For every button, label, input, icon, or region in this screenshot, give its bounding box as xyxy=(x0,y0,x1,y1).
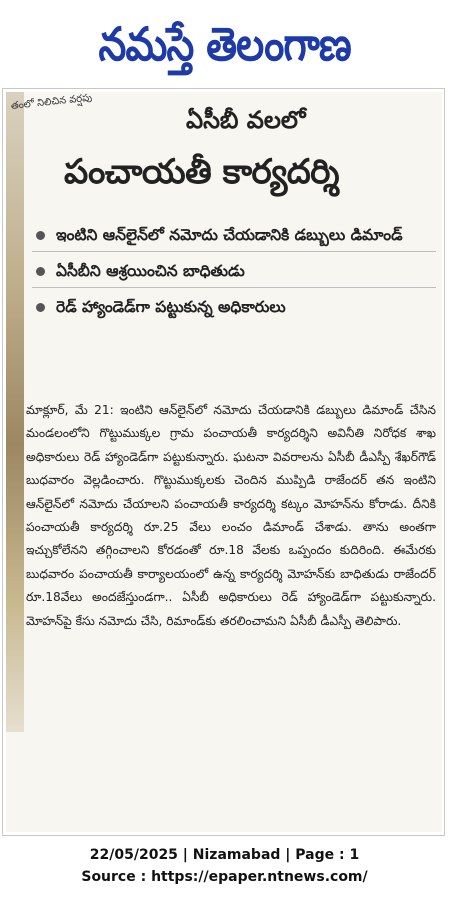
highlight-list xyxy=(32,224,436,331)
highlight-item xyxy=(32,224,436,252)
highlight-item xyxy=(32,296,436,323)
bullet-icon xyxy=(36,267,45,276)
news-clipping xyxy=(6,92,442,832)
highlight-text: ఇంటిని ఆన్‌లైన్‌లో నమోదు చేయడానికి డబ్బులు డిమాండ్ xyxy=(56,226,403,244)
article-kicker: ఏసీబీ వలలో xyxy=(186,106,306,134)
bullet-icon xyxy=(36,303,45,312)
photo-caption: తంలో నిలిచిన వర్షపు xyxy=(10,92,93,112)
masthead xyxy=(0,0,449,88)
footer xyxy=(0,844,449,888)
newspaper-title: నమస్తే తెలంగాణ xyxy=(98,17,351,71)
source-link[interactable]: Source : https://epaper.ntnews.com/ xyxy=(81,869,368,885)
article-body: మాక్లూర్, మే 21: ఇంటిని ఆన్‌లైన్‌లో నమోదు చేయడానికి డబ్బులు డిమాండ్ చేసిన మండలంలోని గొట్టుముక్కల గ్రామ పంచాయతీ కార్యదర్శిని అవినీతి నిరోధక శాఖ అధికారులు రెడ్ హ్యాండెడ్‌గా పట్టుకున్నారు. ఘటనా వివరాలను ఏసీబీ డీఎస్పీ శేఖర్‌గౌడ్ బుధవారం వెల్లడించారు. గొట్టుముక్కలకు చెందిన ముప్పిడి రాజేందర్ తన ఇంటిని ఆన్‌లైన్‌లో నమోదు చేయాలని పంచాయతీ కార్యదర్శి కట్కం మోహన్‌ను కోరాడు. దీనికి పంచాయతీ కార్యదర్శి రూ.25 వేలు లంచం డిమాండ్ చేశాడు. తాను అంతగా ఇచ్చుకోలేనని తగ్గించాలని కోరడంతో రూ.18 వేలకు ఒప్పందం కుదిరింది. ఈమేరకు బుధవారం పంచాయతీ కార్యాలయంలో ఉన్న కార్యదర్శి మోహన్‌కు బాధితుడు రాజేందర్ రూ.18వేలు అందజేస్తుండగా.. ఏసీబీ అధికారులు రెడ్ హ్యాండెడ్‌గా పట్టుకున్నారు. మోహన్‌పై కేసు నమోదు చేసి, రిమాండ్‌కు తరలించామని ఏసీబీ డీఎస్పీ తెలిపారు. xyxy=(26,403,436,628)
photo-edge xyxy=(6,92,24,732)
bullet-icon xyxy=(36,231,45,240)
highlight-text: రెడ్ హ్యాండెడ్‌గా పట్టుకున్న అధికారులు xyxy=(56,298,286,316)
article-headline: పంచాయతీ కార్యదర్శి xyxy=(64,152,340,192)
highlight-item xyxy=(32,260,436,288)
highlight-text: ఏసీబీని ఆశ్రయించిన బాధితుడు xyxy=(56,262,245,280)
edition-info: 22/05/2025 | Nizamabad | Page : 1 xyxy=(89,847,360,863)
